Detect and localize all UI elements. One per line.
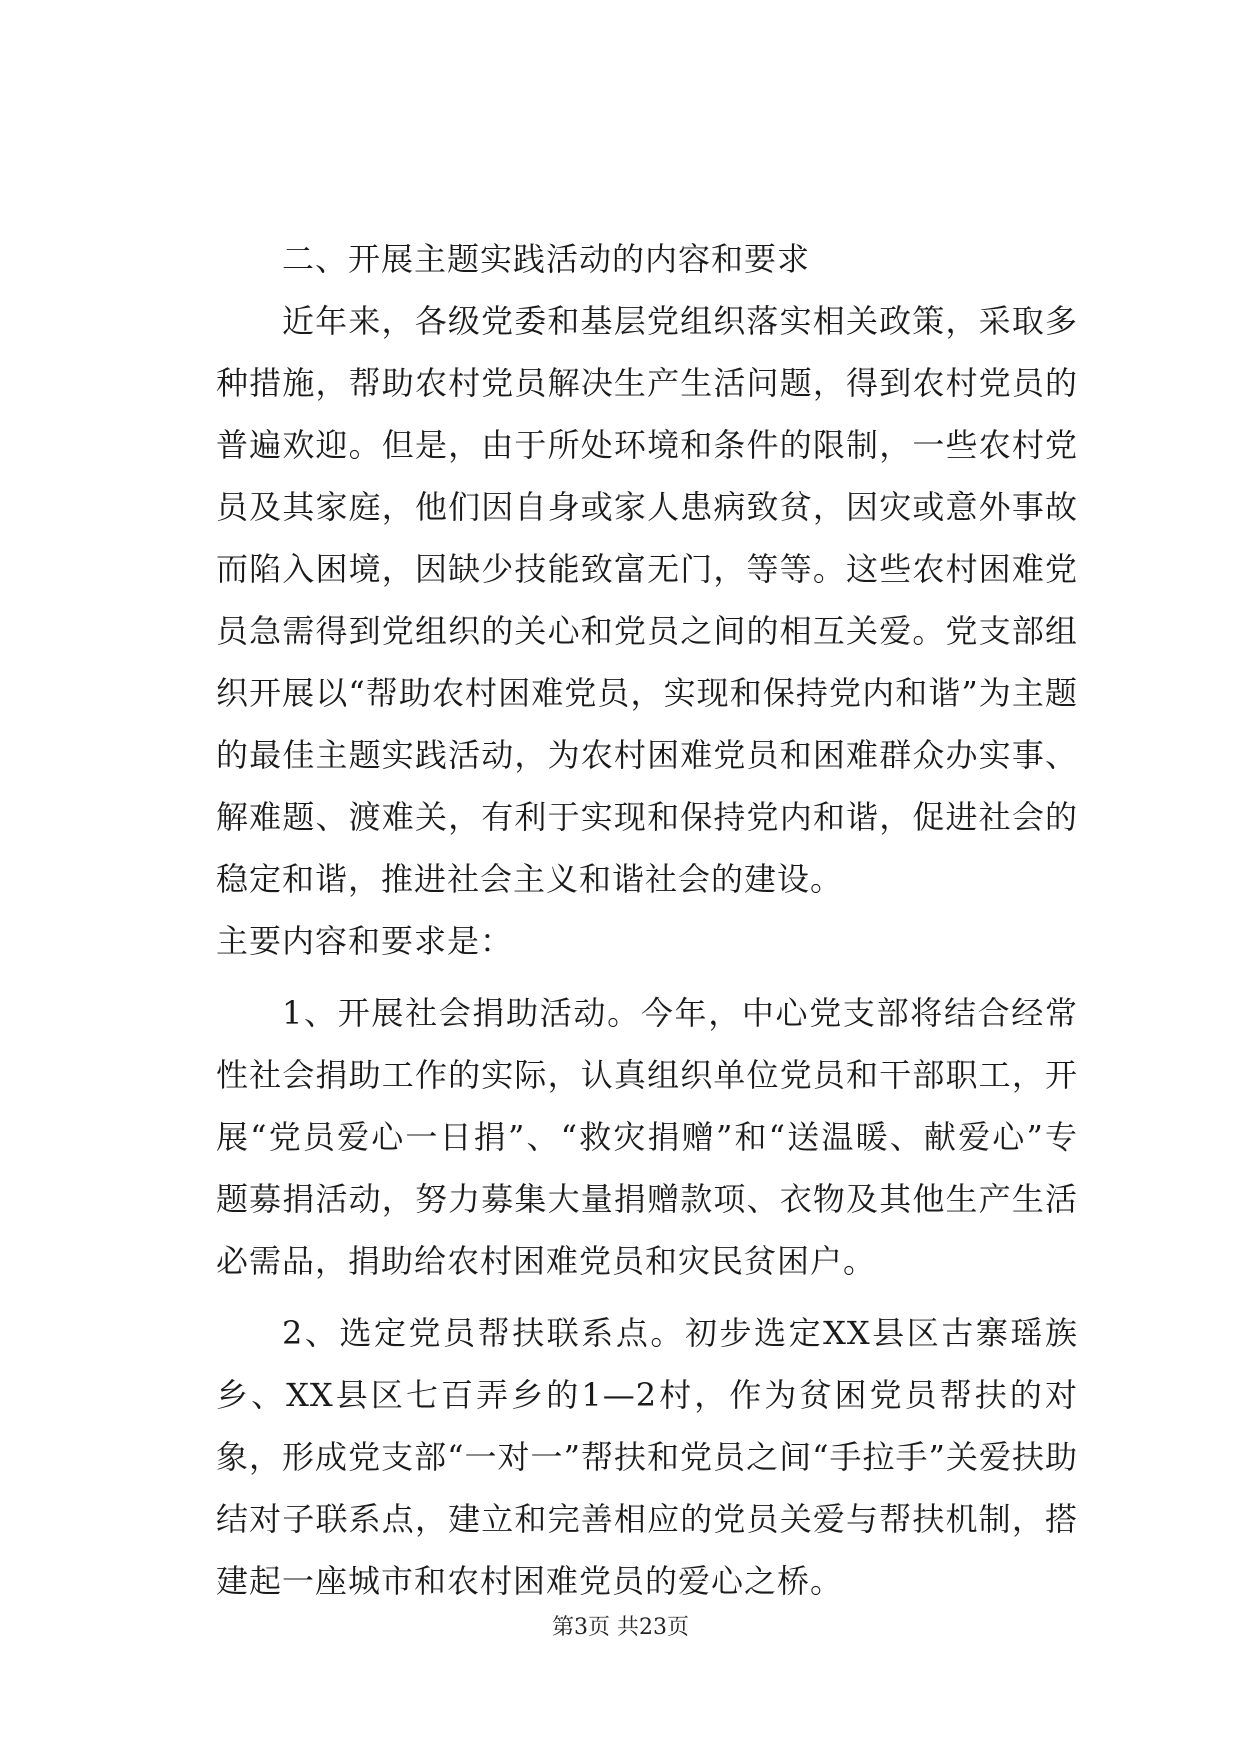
page-number-footer: 第3页 共23页 <box>552 1615 689 1640</box>
paragraph-item-1: 1、开展社会捐助活动。今年，中心党支部将结合经常性社会捐助工作的实际，认真组织单位党员和干部职工，开展“党员爱心一日捐”、“救灾捐赠”和“送温暖、献爱心”专题募捐活动，努力募集大量捐赠款项、衣物及其他生产生活必需品，捐助给农村困难党员和灾民贫困户。 <box>216 994 1078 1280</box>
paragraph-intro: 近年来，各级党委和基层党组织落实相关政策，采取多种措施，帮助农村党员解决生产生活问题，得到农村党员的普遍欢迎。但是，由于所处环境和条件的限制，一些农村党员及其家庭，他们因自身或家人患病致贫，因灾或意外事故而陷入困境，因缺少技能致富无门，等等。这些农村困难党员急需得到党组织的关心和党员之间的相互关爱。党支部组织开展以“帮助农村困难党员，实现和保持党内和谐”为主题的最佳主题实践活动，为农村困难党员和困难群众办实事、解难题、渡难关，有利于实现和保持党内和谐，促进社会的稳定和谐，推进社会主义和谐社会的建设。 <box>216 302 1078 898</box>
document-body <box>216 228 1078 1612</box>
paragraph-requirements-lead: 主要内容和要求是： <box>216 922 514 960</box>
paragraph-item-2: 2、选定党员帮扶联系点。初步选定XX县区古寨瑶族乡、XX县区七百弄乡的1—2村，作为贫困党员帮扶的对象，形成党支部“一对一”帮扶和党员之间“手拉手”关爱扶助结对子联系点，建立和完善相应的党员关爱与帮扶机制，搭建起一座城市和农村困难党员的爱心之桥。 <box>216 1314 1078 1600</box>
section-heading: 二、开展主题实践活动的内容和要求 <box>282 240 811 278</box>
